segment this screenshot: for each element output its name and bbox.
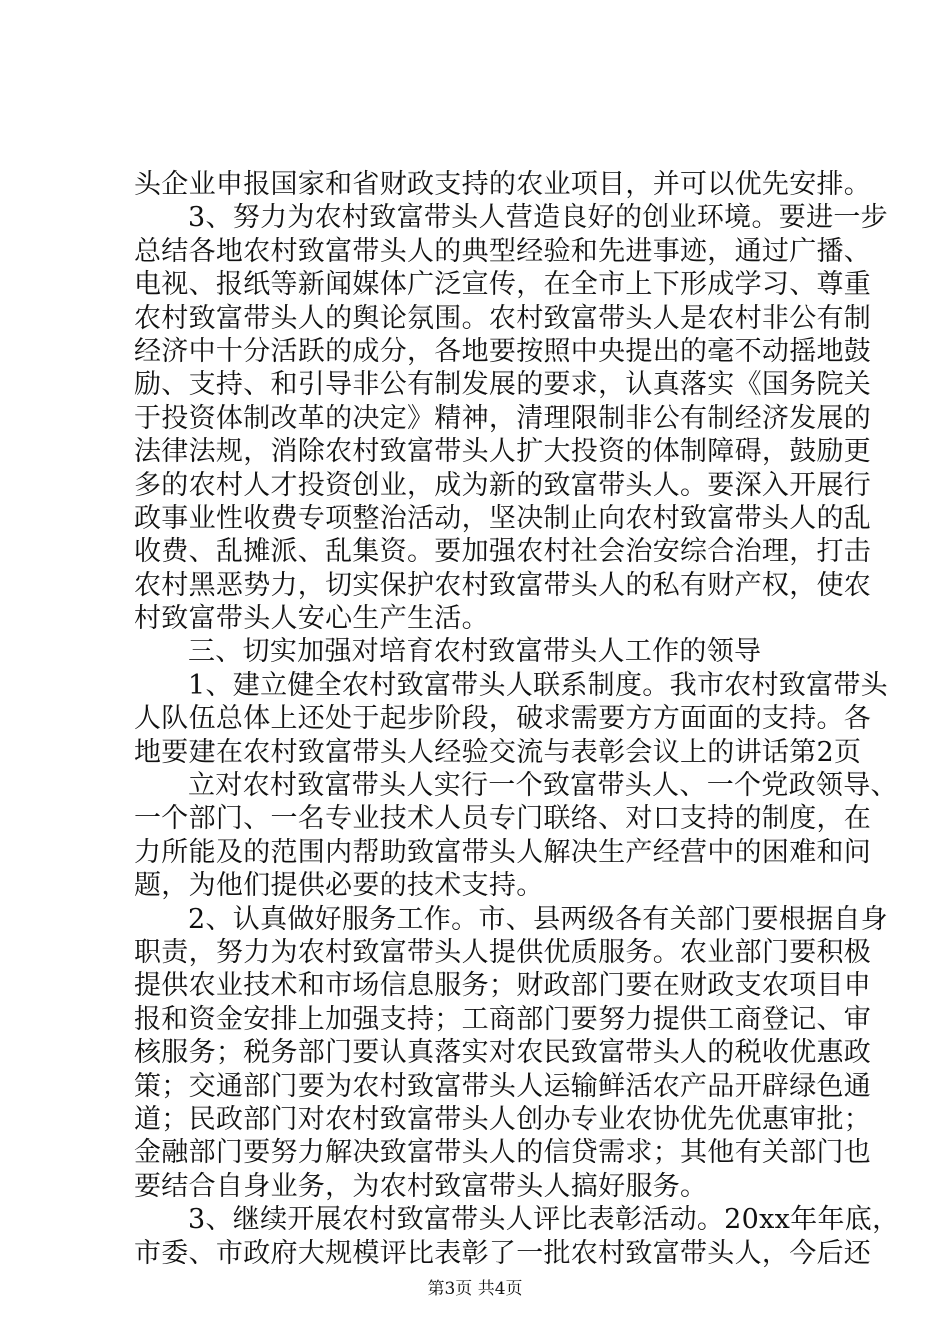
text-line: 要结合自身业务，为农村致富带头人搞好服务。 (134, 1170, 708, 1202)
text-line: 3、继续开展农村致富带头人评比表彰活动。20xx年年底， (188, 1204, 900, 1236)
text-line: 总结各地农村致富带头人的典型经验和先进事迹，通过广播、 (134, 235, 872, 267)
text-line: 经济中十分活跃的成分，各地要按照中央提出的毫不动摇地鼓 (134, 335, 872, 367)
text-line: 人队伍总体上还处于起步阶段，破求需要方方面面的支持。各 (134, 703, 872, 735)
body-text (134, 168, 900, 1270)
text-line: 头企业申报国家和省财政支持的农业项目，并可以优先安排。 (134, 169, 872, 200)
text-line: 多的农村人才投资创业，成为新的致富带头人。要深入开展行 (134, 469, 872, 501)
text-line: 职责，努力为农村致富带头人提供优质服务。农业部门要积极 (134, 936, 872, 968)
text-line: 题，为他们提供必要的技术支持。 (134, 870, 544, 902)
text-line: 励、支持、和引导非公有制发展的要求，认真落实《国务院关 (134, 369, 872, 401)
text-line: 村致富带头人安心生产生活。 (134, 603, 489, 635)
text-line: 农村致富带头人的舆论氛围。农村致富带头人是农村非公有制 (134, 302, 872, 334)
text-line: 农村黑恶势力，切实保护农村致富带头人的私有财产权，使农 (134, 569, 872, 601)
text-line: 金融部门要努力解决致富带头人的信贷需求；其他有关部门也 (134, 1137, 872, 1169)
text-line: 法律法规，消除农村致富带头人扩大投资的体制障碍，鼓励更 (134, 436, 872, 468)
text-line: 2、认真做好服务工作。市、县两级各有关部门要根据自身 (188, 903, 888, 935)
text-line: 1、建立健全农村致富带头人联系制度。我市农村致富带头 (188, 669, 888, 701)
text-line: 收费、乱摊派、乱集资。要加强农村社会治安综合治理，打击 (134, 536, 872, 568)
text-line: 于投资体制改革的决定》精神，清理限制非公有制经济发展的 (134, 402, 872, 434)
text-line: 报和资金安排上加强支持；工商部门要努力提供工商登记、审 (134, 1003, 872, 1035)
text-line: 3、努力为农村致富带头人营造良好的创业环境。要进一步 (188, 202, 888, 234)
page-footer: 第3页 共4页 (427, 1279, 523, 1299)
text-line: 电视、报纸等新闻媒体广泛宣传，在全市上下形成学习、尊重 (134, 269, 872, 301)
text-line: 一个部门、一名专业技术人员专门联络、对口支持的制度，在 (134, 803, 872, 835)
text-line: 市委、市政府大规模评比表彰了一批农村致富带头人，今后还 (134, 1237, 872, 1269)
text-line: 力所能及的范围内帮助致富带头人解决生产经营中的困难和问 (134, 836, 872, 868)
text-line: 道；民政部门对农村致富带头人创办专业农协优先优惠审批； (134, 1103, 872, 1135)
text-line: 核服务；税务部门要认真落实对农民致富带头人的税收优惠政 (134, 1037, 872, 1069)
text-line: 三、切实加强对培育农村致富带头人工作的领导 (188, 636, 762, 668)
text-line: 提供农业技术和市场信息服务；财政部门要在财政支农项目申 (134, 970, 872, 1002)
text-line: 策；交通部门要为农村致富带头人运输鲜活农产品开辟绿色通 (134, 1070, 872, 1102)
text-line: 立对农村致富带头人实行一个致富带头人、一个党政领导、 (188, 770, 898, 802)
text-line: 地要建在农村致富带头人经验交流与表彰会议上的讲话第2页 (134, 736, 862, 768)
text-line: 政事业性收费专项整治活动，坚决制止向农村致富带头人的乱 (134, 502, 872, 534)
